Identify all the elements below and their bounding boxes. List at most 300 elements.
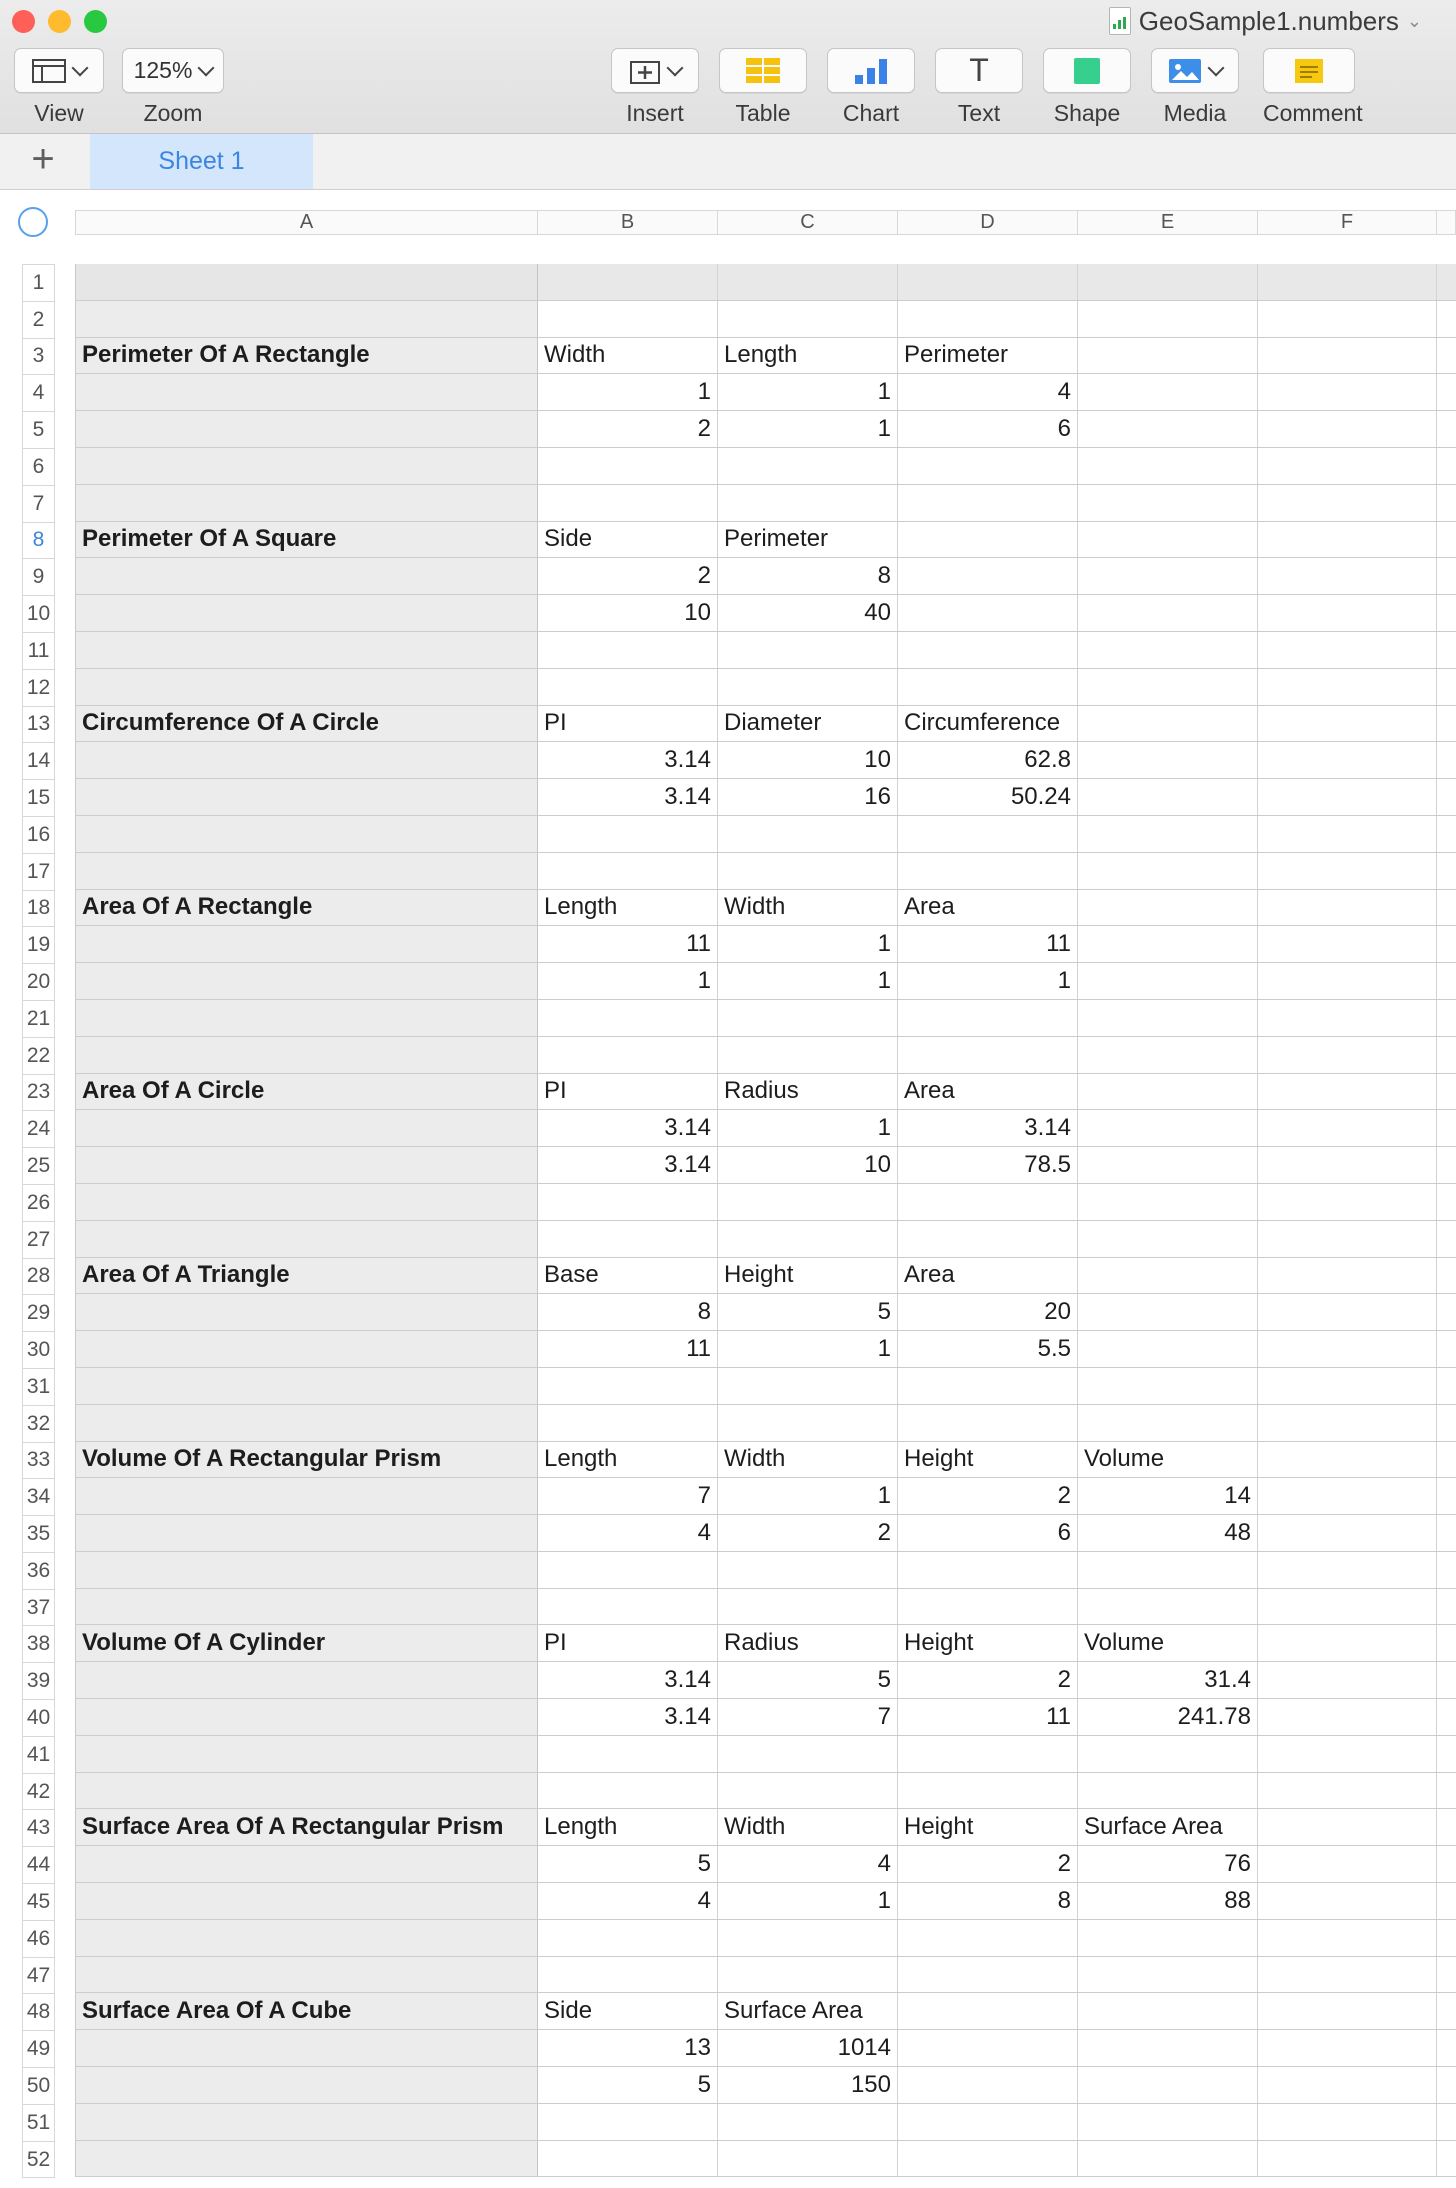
table-cell[interactable]: 2 bbox=[538, 558, 718, 594]
insert-button[interactable] bbox=[611, 48, 699, 93]
table-cell[interactable] bbox=[1078, 558, 1258, 594]
column-header-c[interactable]: C bbox=[718, 211, 898, 234]
table-cell[interactable]: Area bbox=[898, 1258, 1078, 1294]
table-cell[interactable] bbox=[1078, 963, 1258, 999]
table-cell[interactable]: 5 bbox=[718, 1662, 898, 1698]
table-cell[interactable]: 1 bbox=[898, 963, 1078, 999]
table-cell[interactable] bbox=[898, 1037, 1078, 1073]
table-button[interactable] bbox=[719, 48, 807, 93]
table-cell[interactable] bbox=[538, 1957, 718, 1993]
row-label-cell[interactable] bbox=[76, 669, 538, 705]
row-header[interactable]: 3 bbox=[23, 339, 54, 376]
table-cell[interactable] bbox=[1078, 1736, 1258, 1772]
table-cell[interactable] bbox=[538, 1920, 718, 1956]
table-cell[interactable] bbox=[898, 448, 1078, 484]
table-cell[interactable] bbox=[718, 669, 898, 705]
table-cell[interactable]: 10 bbox=[718, 742, 898, 778]
row-header[interactable]: 31 bbox=[23, 1369, 54, 1406]
table-cell[interactable] bbox=[898, 595, 1078, 631]
table-cell[interactable]: 5.5 bbox=[898, 1331, 1078, 1367]
table-cell[interactable]: Length bbox=[538, 1442, 718, 1478]
row-label-cell[interactable] bbox=[76, 1037, 538, 1073]
row-header[interactable]: 8 bbox=[23, 523, 54, 560]
table-cell[interactable] bbox=[1258, 1368, 1437, 1404]
table-cell[interactable] bbox=[898, 669, 1078, 705]
row-label-cell[interactable] bbox=[76, 2104, 538, 2140]
table-cell[interactable] bbox=[1078, 2067, 1258, 2103]
row-header[interactable]: 26 bbox=[23, 1185, 54, 1222]
table-cell[interactable] bbox=[718, 1773, 898, 1809]
row-label-cell[interactable] bbox=[76, 926, 538, 962]
table-cell[interactable]: Width bbox=[718, 1809, 898, 1845]
row-label-cell[interactable]: Surface Area Of A Rectangular Prism bbox=[76, 1809, 538, 1845]
table-cell[interactable] bbox=[1258, 669, 1437, 705]
table-cell[interactable] bbox=[1258, 1809, 1437, 1845]
table-cell[interactable] bbox=[898, 301, 1078, 337]
row-label-cell[interactable]: Area Of A Triangle bbox=[76, 1258, 538, 1294]
table-cell[interactable]: Surface Area bbox=[1078, 1809, 1258, 1845]
row-label-cell[interactable] bbox=[76, 1478, 538, 1514]
row-header[interactable]: 14 bbox=[23, 743, 54, 780]
table-cell[interactable]: Height bbox=[718, 1258, 898, 1294]
table-cell[interactable] bbox=[1258, 1405, 1437, 1441]
table-cell[interactable] bbox=[1258, 448, 1437, 484]
table-cell[interactable]: 4 bbox=[718, 1846, 898, 1882]
row-header[interactable]: 39 bbox=[23, 1663, 54, 1700]
table-cell[interactable]: 8 bbox=[898, 1883, 1078, 1919]
row-header[interactable]: 32 bbox=[23, 1406, 54, 1443]
table-cell[interactable]: 150 bbox=[718, 2067, 898, 2103]
row-label-cell[interactable] bbox=[76, 779, 538, 815]
row-header[interactable]: 22 bbox=[23, 1038, 54, 1075]
table-cell[interactable] bbox=[1258, 522, 1437, 558]
row-label-cell[interactable] bbox=[76, 742, 538, 778]
table-cell[interactable] bbox=[1078, 1074, 1258, 1110]
table-cell[interactable]: 50.24 bbox=[898, 779, 1078, 815]
table-cell[interactable]: 1 bbox=[718, 1883, 898, 1919]
text-button[interactable] bbox=[935, 48, 1023, 93]
table-cell[interactable] bbox=[1258, 1993, 1437, 2029]
table-cell[interactable] bbox=[1258, 485, 1437, 521]
table-cell[interactable] bbox=[1258, 1515, 1437, 1551]
row-label-cell[interactable] bbox=[76, 632, 538, 668]
table-cell[interactable] bbox=[1258, 816, 1437, 852]
row-header[interactable]: 17 bbox=[23, 854, 54, 891]
table-cell[interactable]: 3.14 bbox=[538, 779, 718, 815]
table-cell[interactable] bbox=[1258, 1625, 1437, 1661]
table-cell[interactable] bbox=[1078, 374, 1258, 410]
table-cell[interactable] bbox=[1258, 853, 1437, 889]
table-cell[interactable] bbox=[1078, 1920, 1258, 1956]
row-header[interactable]: 48 bbox=[23, 1994, 54, 2031]
comment-button[interactable] bbox=[1263, 48, 1355, 93]
table-cell[interactable]: Width bbox=[718, 1442, 898, 1478]
table-cell[interactable] bbox=[718, 1221, 898, 1257]
table-cell[interactable]: Height bbox=[898, 1625, 1078, 1661]
table-cell[interactable]: Perimeter bbox=[898, 338, 1078, 374]
table-cell[interactable]: Height bbox=[898, 1809, 1078, 1845]
table-cell[interactable] bbox=[1078, 779, 1258, 815]
table-cell[interactable]: Side bbox=[538, 1993, 718, 2029]
row-header[interactable]: 23 bbox=[23, 1075, 54, 1112]
table-cell[interactable] bbox=[1078, 816, 1258, 852]
select-table-button[interactable] bbox=[18, 207, 48, 237]
table-cell[interactable]: Height bbox=[898, 1442, 1078, 1478]
column-header-f[interactable]: F bbox=[1258, 211, 1437, 234]
table-cell[interactable] bbox=[1258, 779, 1437, 815]
row-header[interactable]: 21 bbox=[23, 1001, 54, 1038]
table-cell[interactable]: 3.14 bbox=[538, 742, 718, 778]
row-label-cell[interactable] bbox=[76, 485, 538, 521]
row-header[interactable]: 40 bbox=[23, 1700, 54, 1737]
table-cell[interactable]: Width bbox=[718, 890, 898, 926]
table-cell[interactable]: 2 bbox=[898, 1478, 1078, 1514]
table-cell[interactable] bbox=[1078, 853, 1258, 889]
row-header[interactable]: 42 bbox=[23, 1774, 54, 1811]
row-header[interactable]: 16 bbox=[23, 817, 54, 854]
row-label-cell[interactable] bbox=[76, 264, 538, 300]
view-button[interactable] bbox=[14, 48, 104, 93]
column-header-a[interactable]: A bbox=[76, 211, 538, 234]
table-cell[interactable] bbox=[538, 1589, 718, 1625]
table-cell[interactable]: Radius bbox=[718, 1074, 898, 1110]
table-cell[interactable] bbox=[1078, 2030, 1258, 2066]
row-label-cell[interactable] bbox=[76, 1000, 538, 1036]
row-header[interactable]: 9 bbox=[23, 559, 54, 596]
table-cell[interactable] bbox=[718, 2141, 898, 2177]
row-label-cell[interactable] bbox=[76, 1920, 538, 1956]
table-cell[interactable]: 7 bbox=[538, 1478, 718, 1514]
row-label-cell[interactable] bbox=[76, 853, 538, 889]
row-header[interactable]: 47 bbox=[23, 1958, 54, 1995]
table-cell[interactable] bbox=[1258, 1331, 1437, 1367]
row-header[interactable]: 20 bbox=[23, 964, 54, 1001]
table-cell[interactable]: Radius bbox=[718, 1625, 898, 1661]
table-cell[interactable]: 6 bbox=[898, 411, 1078, 447]
table-cell[interactable] bbox=[1258, 1037, 1437, 1073]
table-cell[interactable] bbox=[1078, 2104, 1258, 2140]
row-header[interactable]: 5 bbox=[23, 412, 54, 449]
table-cell[interactable] bbox=[1078, 1993, 1258, 2029]
table-cell[interactable] bbox=[1078, 1110, 1258, 1146]
table-cell[interactable]: Volume bbox=[1078, 1442, 1258, 1478]
table-cell[interactable] bbox=[1258, 1552, 1437, 1588]
table-cell[interactable] bbox=[898, 2104, 1078, 2140]
row-label-cell[interactable]: Surface Area Of A Cube bbox=[76, 1993, 538, 2029]
table-cell[interactable] bbox=[718, 264, 898, 300]
table-cell[interactable]: 1 bbox=[718, 1478, 898, 1514]
column-header-d[interactable]: D bbox=[898, 211, 1078, 234]
table-cell[interactable] bbox=[1258, 2067, 1437, 2103]
table-cell[interactable] bbox=[718, 1000, 898, 1036]
row-label-cell[interactable]: Area Of A Circle bbox=[76, 1074, 538, 1110]
table-cell[interactable] bbox=[1258, 890, 1437, 926]
row-header[interactable]: 6 bbox=[23, 449, 54, 486]
table-cell[interactable] bbox=[1078, 301, 1258, 337]
table-cell[interactable]: Base bbox=[538, 1258, 718, 1294]
table-cell[interactable]: Width bbox=[538, 338, 718, 374]
row-header[interactable]: 25 bbox=[23, 1148, 54, 1185]
table-cell[interactable] bbox=[718, 301, 898, 337]
table-cell[interactable]: 40 bbox=[718, 595, 898, 631]
table-cell[interactable]: 3.14 bbox=[538, 1662, 718, 1698]
row-label-cell[interactable] bbox=[76, 2141, 538, 2177]
table-cell[interactable] bbox=[1258, 1110, 1437, 1146]
row-label-cell[interactable] bbox=[76, 448, 538, 484]
table-cell[interactable]: Area bbox=[898, 890, 1078, 926]
row-label-cell[interactable] bbox=[76, 558, 538, 594]
table-cell[interactable] bbox=[1258, 374, 1437, 410]
table-cell[interactable] bbox=[1078, 706, 1258, 742]
table-cell[interactable]: 5 bbox=[538, 1846, 718, 1882]
table-cell[interactable]: 2 bbox=[718, 1515, 898, 1551]
table-cell[interactable] bbox=[718, 448, 898, 484]
table-cell[interactable]: PI bbox=[538, 1074, 718, 1110]
table-cell[interactable]: 16 bbox=[718, 779, 898, 815]
table-cell[interactable]: 10 bbox=[538, 595, 718, 631]
row-header[interactable]: 4 bbox=[23, 375, 54, 412]
table-cell[interactable] bbox=[538, 632, 718, 668]
row-label-cell[interactable] bbox=[76, 411, 538, 447]
table-cell[interactable]: Surface Area bbox=[718, 1993, 898, 2029]
table-cell[interactable] bbox=[1078, 1773, 1258, 1809]
table-cell[interactable] bbox=[1078, 1294, 1258, 1330]
row-label-cell[interactable]: Volume Of A Rectangular Prism bbox=[76, 1442, 538, 1478]
row-header[interactable]: 2 bbox=[23, 302, 54, 339]
row-label-cell[interactable] bbox=[76, 1110, 538, 1146]
table-cell[interactable] bbox=[538, 2141, 718, 2177]
table-cell[interactable] bbox=[898, 853, 1078, 889]
table-cell[interactable]: 76 bbox=[1078, 1846, 1258, 1882]
table-cell[interactable] bbox=[1078, 522, 1258, 558]
table-cell[interactable] bbox=[1078, 448, 1258, 484]
table-cell[interactable] bbox=[1078, 1589, 1258, 1625]
table-cell[interactable] bbox=[1258, 706, 1437, 742]
row-header[interactable]: 27 bbox=[23, 1222, 54, 1259]
row-label-cell[interactable] bbox=[76, 1957, 538, 1993]
table-cell[interactable]: Circumference bbox=[898, 706, 1078, 742]
row-label-cell[interactable]: Perimeter Of A Rectangle bbox=[76, 338, 538, 374]
row-label-cell[interactable]: Perimeter Of A Square bbox=[76, 522, 538, 558]
row-label-cell[interactable] bbox=[76, 1221, 538, 1257]
table-cell[interactable] bbox=[1078, 1258, 1258, 1294]
table-cell[interactable]: 11 bbox=[898, 1699, 1078, 1735]
column-header-b[interactable]: B bbox=[538, 211, 718, 234]
table-cell[interactable]: 241.78 bbox=[1078, 1699, 1258, 1735]
shape-button[interactable] bbox=[1043, 48, 1131, 93]
row-header[interactable]: 19 bbox=[23, 927, 54, 964]
add-sheet-button[interactable]: + bbox=[31, 137, 55, 181]
table-cell[interactable] bbox=[538, 485, 718, 521]
row-label-cell[interactable] bbox=[76, 816, 538, 852]
table-cell[interactable] bbox=[538, 264, 718, 300]
table-cell[interactable] bbox=[718, 1920, 898, 1956]
table-cell[interactable] bbox=[538, 1773, 718, 1809]
row-header[interactable]: 30 bbox=[23, 1332, 54, 1369]
minimize-window-button[interactable] bbox=[48, 10, 71, 33]
row-header[interactable]: 1 bbox=[23, 265, 54, 302]
row-header[interactable]: 41 bbox=[23, 1737, 54, 1774]
row-label-cell[interactable] bbox=[76, 1589, 538, 1625]
table-cell[interactable] bbox=[538, 1184, 718, 1220]
zoom-window-button[interactable] bbox=[84, 10, 107, 33]
table-cell[interactable] bbox=[1078, 926, 1258, 962]
table-cell[interactable] bbox=[898, 1368, 1078, 1404]
row-header[interactable]: 35 bbox=[23, 1516, 54, 1553]
table-cell[interactable]: Side bbox=[538, 522, 718, 558]
table-cell[interactable]: 8 bbox=[538, 1294, 718, 1330]
table-cell[interactable] bbox=[718, 1037, 898, 1073]
row-label-cell[interactable] bbox=[76, 301, 538, 337]
row-header[interactable]: 7 bbox=[23, 486, 54, 523]
table-cell[interactable] bbox=[718, 1589, 898, 1625]
table-cell[interactable] bbox=[538, 1221, 718, 1257]
table-cell[interactable] bbox=[1258, 2104, 1437, 2140]
row-header[interactable]: 12 bbox=[23, 670, 54, 707]
table-cell[interactable] bbox=[1258, 742, 1437, 778]
table-cell[interactable] bbox=[718, 853, 898, 889]
row-label-cell[interactable] bbox=[76, 1662, 538, 1698]
table-cell[interactable] bbox=[718, 816, 898, 852]
table-cell[interactable] bbox=[1078, 411, 1258, 447]
table-cell[interactable] bbox=[1258, 1442, 1437, 1478]
table-cell[interactable] bbox=[898, 1000, 1078, 1036]
row-header[interactable]: 34 bbox=[23, 1479, 54, 1516]
table-cell[interactable]: 3.14 bbox=[898, 1110, 1078, 1146]
table-cell[interactable]: 5 bbox=[538, 2067, 718, 2103]
table-cell[interactable] bbox=[1078, 264, 1258, 300]
row-header[interactable]: 15 bbox=[23, 780, 54, 817]
table-cell[interactable]: Volume bbox=[1078, 1625, 1258, 1661]
row-header[interactable]: 33 bbox=[23, 1443, 54, 1480]
row-header[interactable]: 45 bbox=[23, 1884, 54, 1921]
row-label-cell[interactable] bbox=[76, 1147, 538, 1183]
table-cell[interactable]: Area bbox=[898, 1074, 1078, 1110]
row-label-cell[interactable] bbox=[76, 1294, 538, 1330]
row-header[interactable]: 37 bbox=[23, 1590, 54, 1627]
table-cell[interactable]: 5 bbox=[718, 1294, 898, 1330]
row-header[interactable]: 52 bbox=[23, 2142, 54, 2179]
table-cell[interactable] bbox=[1258, 2141, 1437, 2177]
table-cell[interactable] bbox=[538, 669, 718, 705]
zoom-select[interactable] bbox=[122, 48, 224, 93]
table-cell[interactable] bbox=[1258, 1258, 1437, 1294]
table-cell[interactable]: 3.14 bbox=[538, 1110, 718, 1146]
table-cell[interactable]: 1 bbox=[538, 374, 718, 410]
row-header[interactable]: 10 bbox=[23, 596, 54, 633]
table-cell[interactable] bbox=[898, 1773, 1078, 1809]
table-cell[interactable] bbox=[1078, 742, 1258, 778]
table-cell[interactable] bbox=[718, 1736, 898, 1772]
row-label-cell[interactable] bbox=[76, 1405, 538, 1441]
row-label-cell[interactable] bbox=[76, 1699, 538, 1735]
table-cell[interactable] bbox=[1258, 338, 1437, 374]
table-cell[interactable] bbox=[1078, 1184, 1258, 1220]
table-cell[interactable] bbox=[538, 1552, 718, 1588]
table-cell[interactable]: 2 bbox=[898, 1662, 1078, 1698]
table-cell[interactable] bbox=[718, 632, 898, 668]
table-cell[interactable] bbox=[718, 2104, 898, 2140]
row-header[interactable]: 13 bbox=[23, 707, 54, 744]
table-cell[interactable]: 11 bbox=[538, 1331, 718, 1367]
table-cell[interactable] bbox=[1258, 1846, 1437, 1882]
table-cell[interactable] bbox=[898, 1405, 1078, 1441]
row-header[interactable]: 44 bbox=[23, 1847, 54, 1884]
table-cell[interactable] bbox=[1078, 1405, 1258, 1441]
table-cell[interactable] bbox=[1258, 411, 1437, 447]
tab-sheet-1[interactable]: Sheet 1 bbox=[90, 134, 313, 189]
table-cell[interactable] bbox=[1258, 301, 1437, 337]
table-cell[interactable] bbox=[1078, 1552, 1258, 1588]
column-header-e[interactable]: E bbox=[1078, 211, 1258, 234]
table-cell[interactable] bbox=[1258, 1699, 1437, 1735]
table-cell[interactable] bbox=[1258, 1957, 1437, 1993]
row-header[interactable]: 24 bbox=[23, 1111, 54, 1148]
table-cell[interactable] bbox=[1078, 1037, 1258, 1073]
table-cell[interactable] bbox=[1258, 595, 1437, 631]
table-cell[interactable] bbox=[718, 1957, 898, 1993]
table-cell[interactable] bbox=[1258, 1736, 1437, 1772]
row-header[interactable]: 51 bbox=[23, 2105, 54, 2142]
row-label-cell[interactable] bbox=[76, 1184, 538, 1220]
row-label-cell[interactable] bbox=[76, 1515, 538, 1551]
row-header[interactable]: 36 bbox=[23, 1553, 54, 1590]
table-cell[interactable]: 3.14 bbox=[538, 1147, 718, 1183]
table-cell[interactable] bbox=[718, 485, 898, 521]
table-cell[interactable]: 1 bbox=[718, 1110, 898, 1146]
table-cell[interactable]: 13 bbox=[538, 2030, 718, 2066]
row-header[interactable]: 28 bbox=[23, 1259, 54, 1296]
table-cell[interactable]: 11 bbox=[898, 926, 1078, 962]
table-cell[interactable]: 1 bbox=[718, 1331, 898, 1367]
row-label-cell[interactable] bbox=[76, 963, 538, 999]
table-cell[interactable] bbox=[538, 1037, 718, 1073]
row-header[interactable]: 29 bbox=[23, 1295, 54, 1332]
row-label-cell[interactable]: Volume Of A Cylinder bbox=[76, 1625, 538, 1661]
table-cell[interactable] bbox=[538, 1368, 718, 1404]
table-cell[interactable] bbox=[1078, 1331, 1258, 1367]
table-cell[interactable]: Perimeter bbox=[718, 522, 898, 558]
row-label-cell[interactable] bbox=[76, 595, 538, 631]
table-cell[interactable] bbox=[538, 448, 718, 484]
row-label-cell[interactable] bbox=[76, 1331, 538, 1367]
table-cell[interactable]: 2 bbox=[898, 1846, 1078, 1882]
row-label-cell[interactable] bbox=[76, 1846, 538, 1882]
table-cell[interactable]: 4 bbox=[538, 1515, 718, 1551]
table-cell[interactable] bbox=[898, 485, 1078, 521]
table-cell[interactable] bbox=[898, 816, 1078, 852]
table-cell[interactable] bbox=[1258, 1074, 1437, 1110]
table-cell[interactable]: 4 bbox=[538, 1883, 718, 1919]
table-cell[interactable] bbox=[1078, 595, 1258, 631]
table-cell[interactable] bbox=[1258, 926, 1437, 962]
table-cell[interactable] bbox=[898, 1920, 1078, 1956]
table-cell[interactable]: 8 bbox=[718, 558, 898, 594]
row-header[interactable]: 11 bbox=[23, 633, 54, 670]
row-label-cell[interactable]: Area Of A Rectangle bbox=[76, 890, 538, 926]
table-cell[interactable]: 1 bbox=[718, 374, 898, 410]
table-cell[interactable] bbox=[1258, 1294, 1437, 1330]
table-cell[interactable]: 62.8 bbox=[898, 742, 1078, 778]
close-window-button[interactable] bbox=[12, 10, 35, 33]
table-cell[interactable] bbox=[898, 1957, 1078, 1993]
table-cell[interactable] bbox=[1078, 890, 1258, 926]
table-cell[interactable] bbox=[1258, 1184, 1437, 1220]
row-header[interactable]: 18 bbox=[23, 891, 54, 928]
row-label-cell[interactable]: Circumference Of A Circle bbox=[76, 706, 538, 742]
table-cell[interactable] bbox=[898, 1589, 1078, 1625]
table-cell[interactable] bbox=[898, 1221, 1078, 1257]
